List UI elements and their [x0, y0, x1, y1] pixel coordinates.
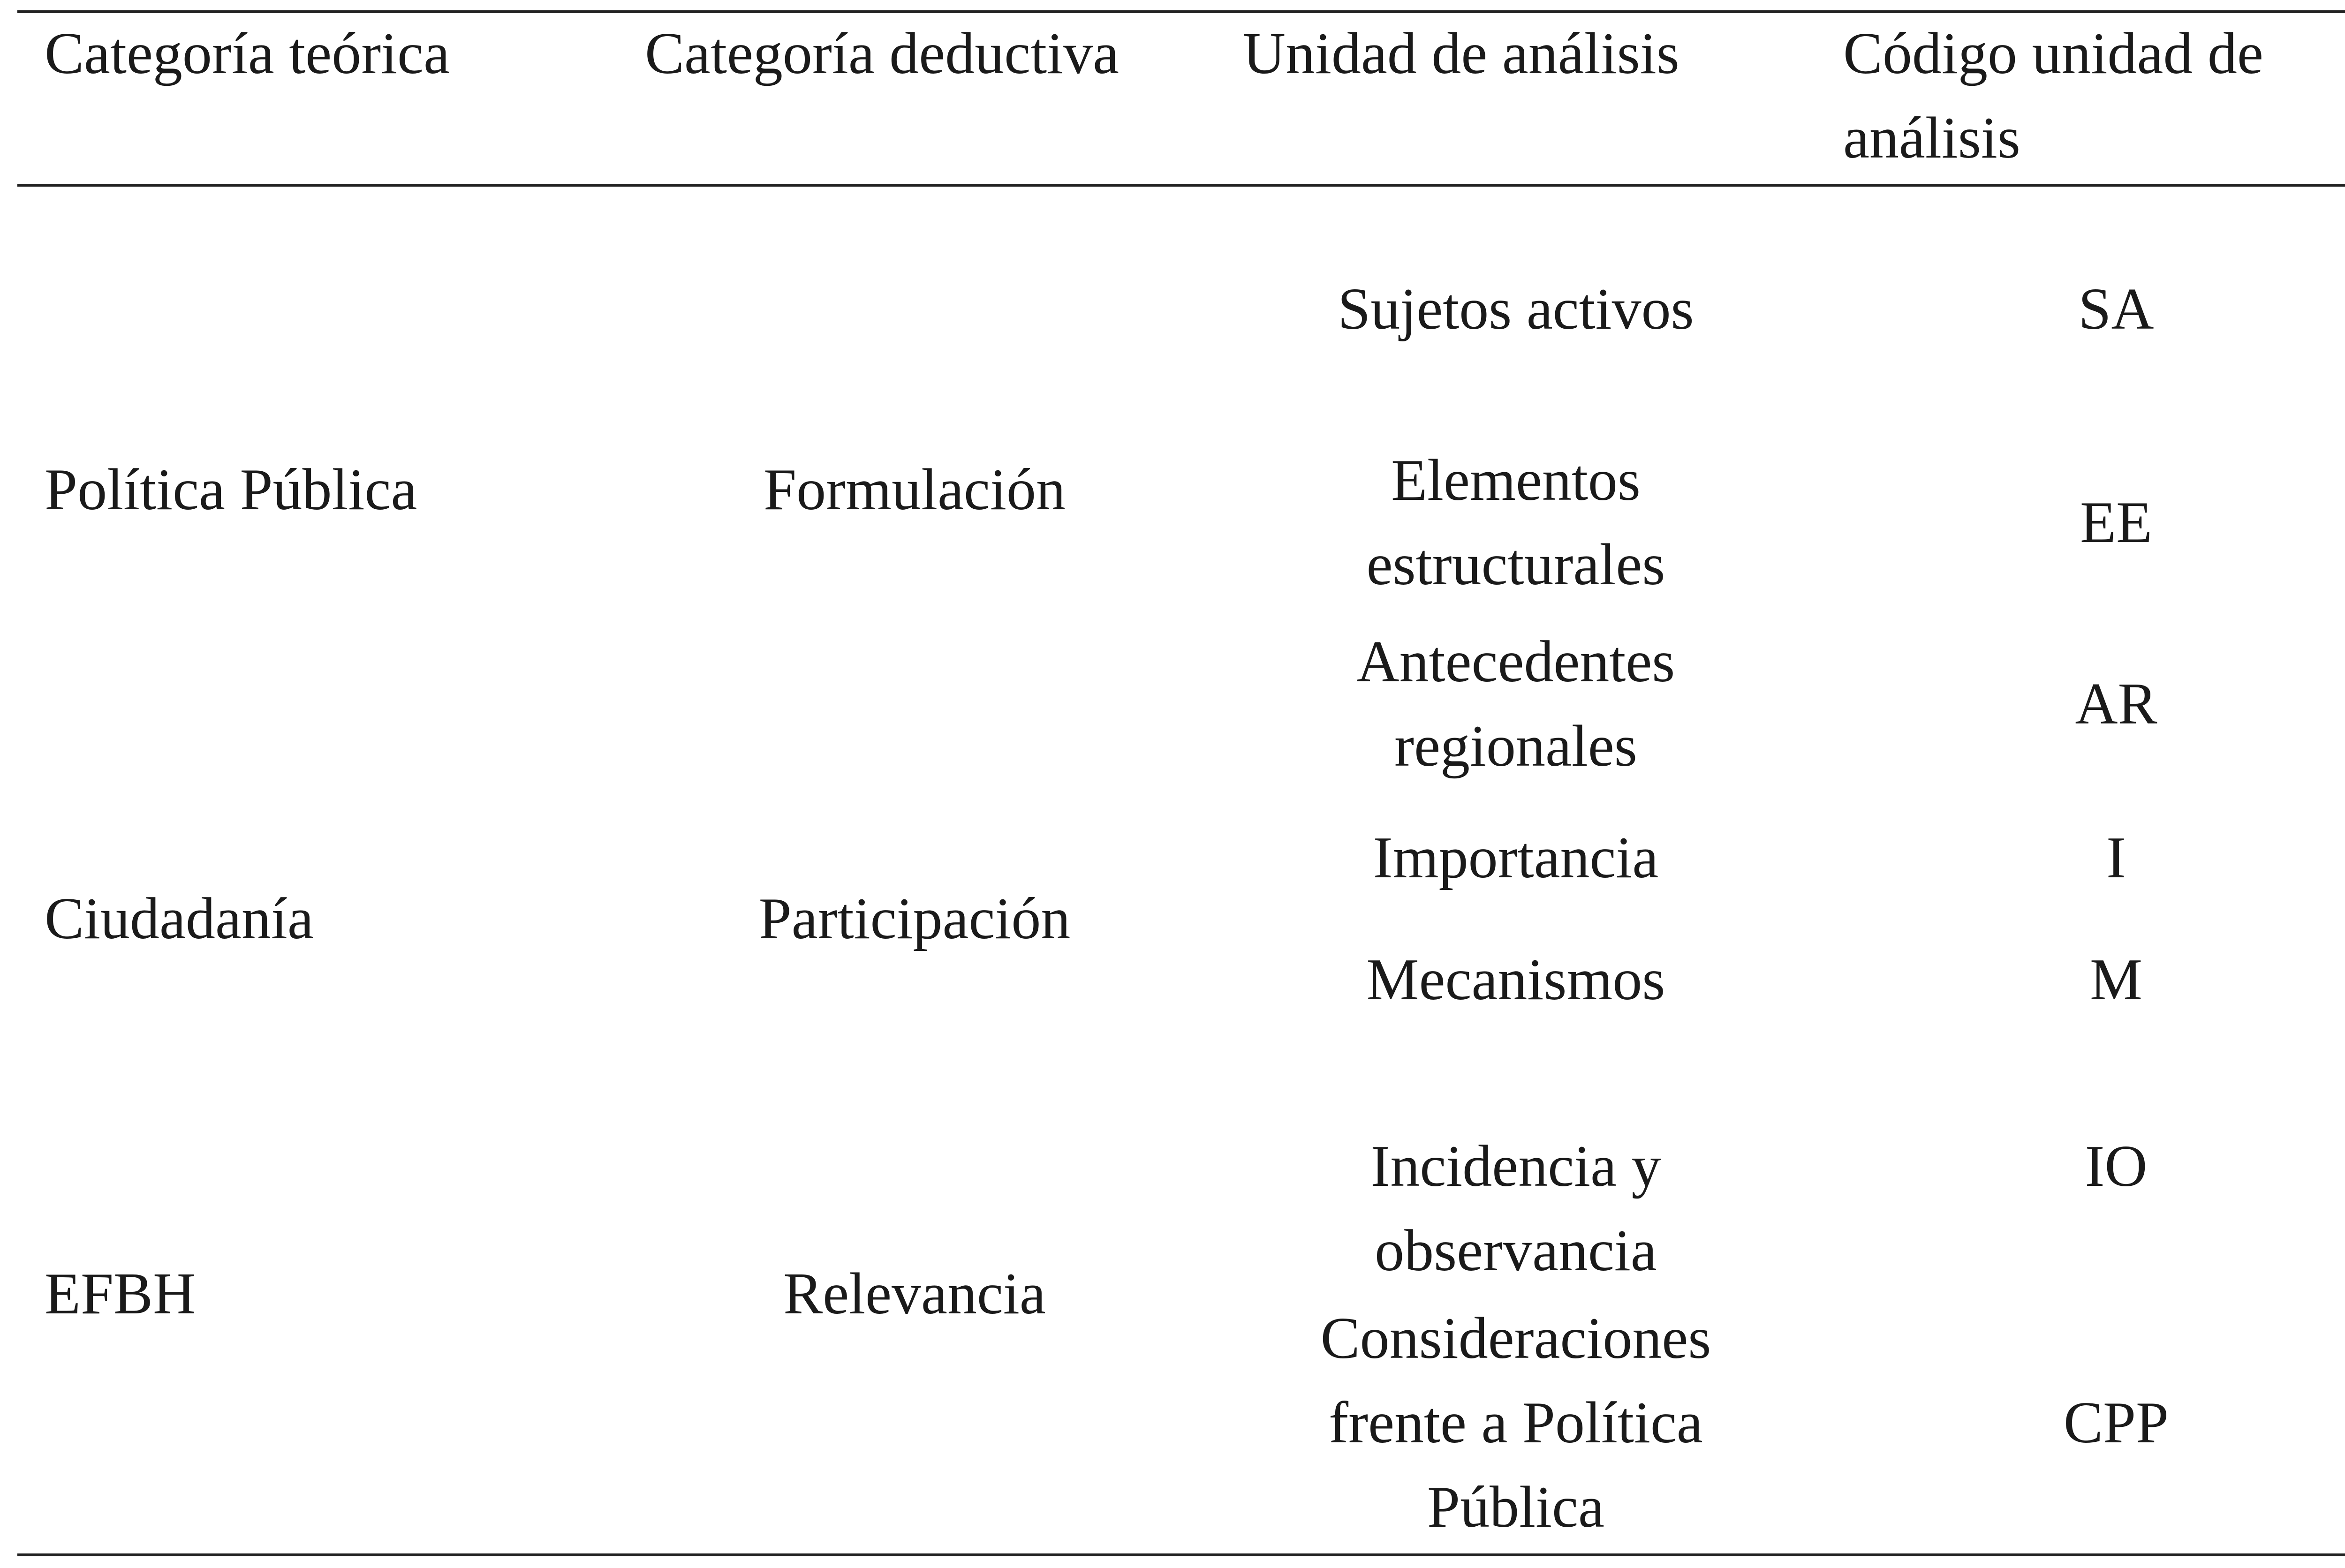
- group-teorica-efbh: EFBH: [45, 1261, 196, 1327]
- unidad-antecedentes-line1: Antecedentes: [1356, 629, 1675, 694]
- codigo-ee: EE: [2080, 490, 2152, 555]
- unidad-antecedentes-line2: regionales: [1394, 714, 1637, 779]
- codigo-io: IO: [2085, 1134, 2148, 1199]
- header-unidad-analisis: Unidad de análisis: [1243, 21, 1679, 86]
- codigo-ar: AR: [2075, 671, 2157, 737]
- unidad-sujetos-activos: Sujetos activos: [1338, 277, 1694, 342]
- unidad-elementos-line1: Elementos: [1391, 448, 1641, 513]
- unidad-elementos-line2: estructurales: [1366, 532, 1665, 597]
- codigo-m: M: [2089, 947, 2143, 1012]
- unidad-incidencia-line1: Incidencia y: [1370, 1134, 1661, 1199]
- unidad-incidencia-line2: observancia: [1375, 1218, 1657, 1283]
- group-teorica-politica-publica: Política Pública: [45, 457, 417, 522]
- codigo-cpp: CPP: [2063, 1390, 2169, 1455]
- codigo-i: I: [2106, 825, 2126, 890]
- header-categoria-teorica: Categoría teórica: [45, 21, 450, 86]
- unidad-importancia: Importancia: [1373, 825, 1659, 890]
- group-deductiva-participacion: Participación: [758, 886, 1071, 951]
- group-teorica-ciudadania: Ciudadanía: [45, 886, 314, 951]
- group-deductiva-relevancia: Relevancia: [783, 1261, 1046, 1327]
- unidad-consideraciones-line2: frente a Política: [1329, 1390, 1703, 1455]
- unidad-consideraciones-line1: Consideraciones: [1320, 1306, 1711, 1371]
- header-categoria-deductiva: Categoría deductiva: [645, 21, 1120, 86]
- header-rule: [17, 184, 2345, 187]
- codigo-sa: SA: [2078, 277, 2154, 342]
- unidad-consideraciones-line3: Pública: [1427, 1475, 1604, 1540]
- header-codigo-line1: Código unidad de: [1843, 21, 2263, 86]
- header-codigo-line2: análisis: [1843, 106, 2020, 171]
- group-deductiva-formulacion: Formulación: [764, 457, 1066, 522]
- bottom-rule: [17, 1553, 2345, 1556]
- unidad-mecanismos: Mecanismos: [1366, 947, 1665, 1012]
